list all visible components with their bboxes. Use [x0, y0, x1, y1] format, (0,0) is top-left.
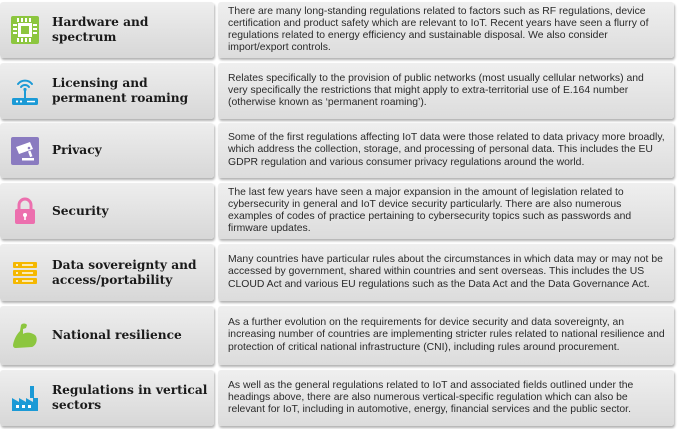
- category-description-cell: [218, 2, 674, 58]
- padlock-icon: [8, 194, 42, 228]
- chip-icon: [8, 13, 42, 47]
- category-description-cell: [218, 244, 674, 301]
- category-description: Relates specifically to the provision of public networks (most usually cellular networks) and very specifically the restrictions that might apply to extra-territorial use of E.164 number (otherwise known as ‘permanent roaming’).: [228, 72, 644, 109]
- category-row-national-resilience: [0, 306, 674, 365]
- category-description: As a further evolution on the requirements for device security and data sovereignty, an increasing number of countries are implementing stricter rules related to national resilience and protection of critical national infrastructure (CNI), including rules around procurement.: [228, 317, 665, 353]
- flexed-arm-icon: [8, 319, 42, 353]
- category-description: Some of the first regulations affecting IoT data were those related to data privacy more broadly, which address the collection, storage, and processing of personal data. This includes the EU GDPR regulation and various consumer privacy regulations around the world.: [228, 132, 665, 168]
- category-row-hardware: [0, 2, 674, 58]
- category-description: As well as the general regulations related to IoT and associated fields outlined under the headings above, there are also numerous vertical-specific regulation which can also be relevant for IoT, including in automotive, energy, financial services and the public sector.: [228, 379, 634, 416]
- category-title: Regulations in vertical sectors: [52, 383, 208, 412]
- category-description-cell: [218, 306, 674, 365]
- category-description: There are many long-standing regulations related to factors such as RF regulations, device certification and product safety which are relevant to IoT. Recent years have seen a flurry of regulations related to energy efficiency and sustainable disposal. We also consider import/export controls.: [228, 5, 649, 54]
- category-label-cell: [0, 63, 214, 119]
- category-title: Security: [52, 203, 109, 218]
- category-label-cell: [0, 370, 214, 426]
- category-description-cell: [218, 123, 674, 178]
- category-row-licensing: [0, 63, 674, 119]
- category-row-data-sovereignty: [0, 244, 674, 301]
- category-description-cell: [218, 183, 674, 239]
- category-title: Data sovereignty and access/portability: [52, 257, 197, 287]
- category-label-cell: [0, 183, 214, 239]
- category-description: The last few years have seen a major expansion in the amount of legislation related to cybersecurity in general and IoT device security particularly. There are also numerous examples of codes of practice pertaining to cybersecurity topics such as passwords and firmware updates.: [228, 186, 632, 235]
- category-title: National resilience: [52, 328, 182, 342]
- category-row-security: [0, 183, 674, 239]
- category-title: Hardware and spectrum: [52, 15, 149, 44]
- category-label-cell: [0, 306, 214, 365]
- category-row-privacy: [0, 123, 674, 178]
- category-title: Licensing and permanent roaming: [52, 76, 189, 105]
- category-label-cell: [0, 244, 214, 301]
- category-label-cell: [0, 2, 214, 58]
- security-camera-icon: [8, 134, 42, 168]
- database-icon: [8, 256, 42, 290]
- factory-icon: [8, 381, 42, 415]
- category-description-cell: [218, 63, 674, 119]
- category-description: Many countries have particular rules about the circumstances in which data may or may not be accessed by government, shared within countries and sent overseas. This includes the US CLOUD Act and various EU regulations such as the Data Act and the Data Governance Act.: [228, 254, 663, 290]
- category-description-cell: [218, 370, 674, 426]
- wifi-router-icon: [8, 74, 42, 108]
- category-row-vertical-sectors: [0, 370, 674, 426]
- category-title: Privacy: [52, 143, 102, 157]
- category-label-cell: [0, 123, 214, 178]
